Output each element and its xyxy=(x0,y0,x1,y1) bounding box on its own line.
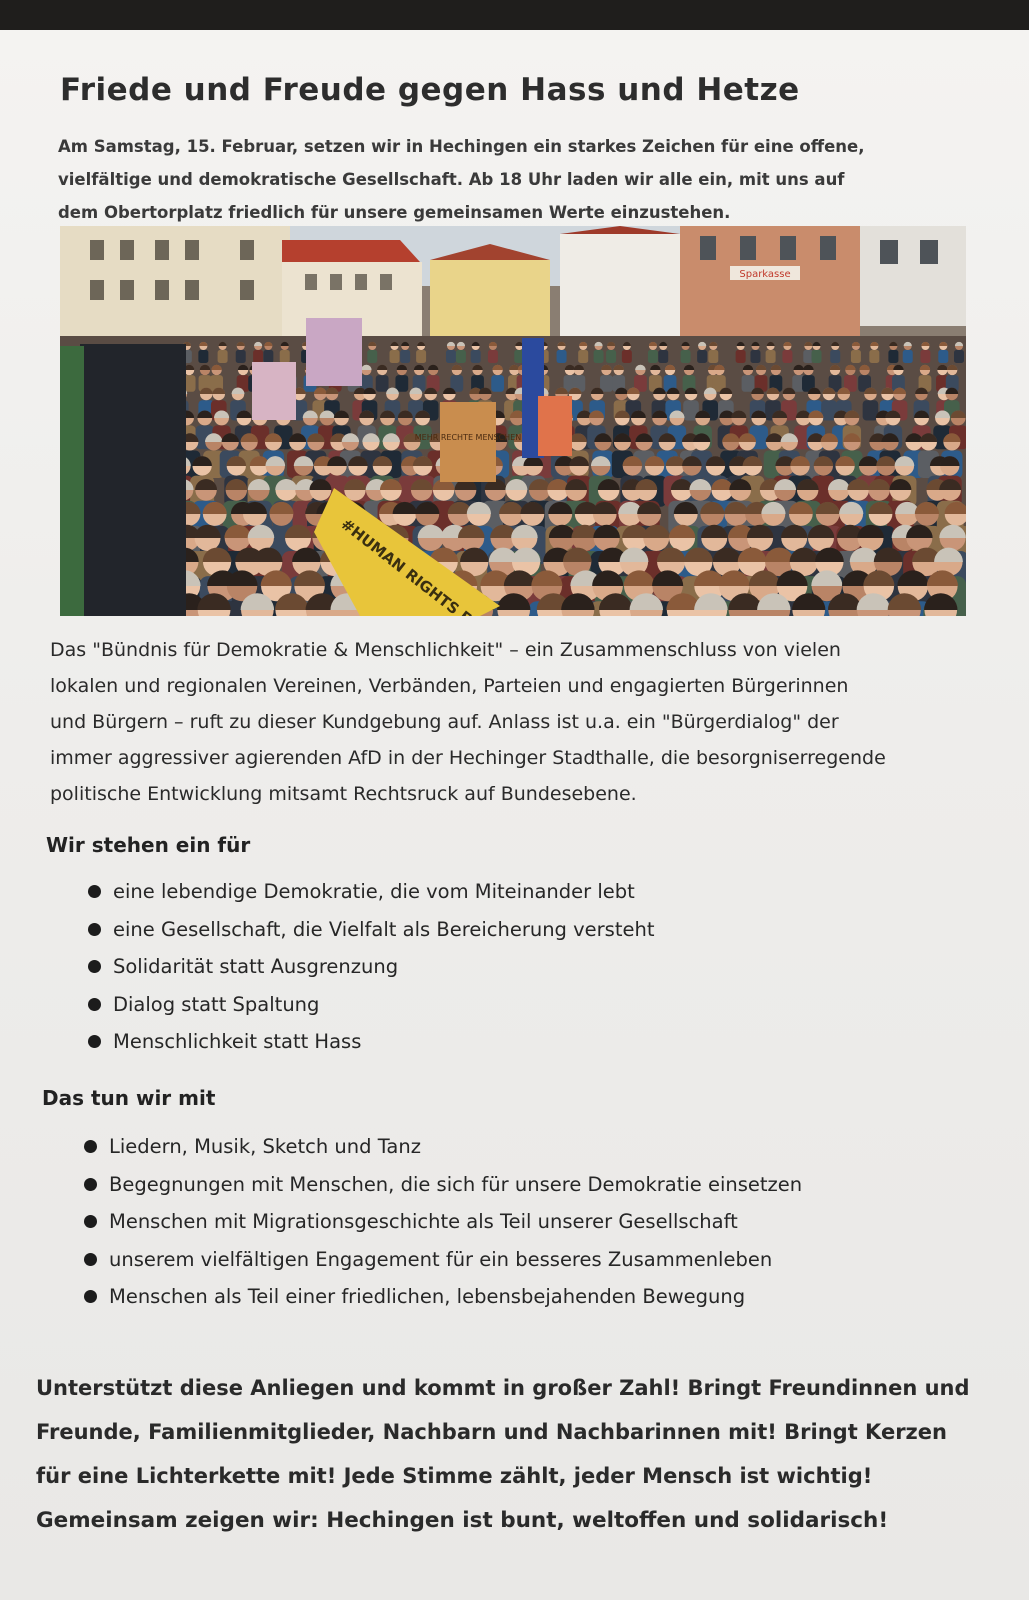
crowd-person-body xyxy=(736,350,746,363)
crowd-person-body xyxy=(390,350,400,363)
flyer-page xyxy=(0,30,1029,1600)
crowd-person-body xyxy=(416,350,426,363)
crowd-person-body xyxy=(236,350,246,363)
list-item: eine Gesellschaft, die Vielfalt als Bereicherung versteht xyxy=(88,911,655,949)
crowd-person-body xyxy=(280,350,290,363)
crowd-person-body xyxy=(456,350,466,363)
body-line: immer aggressiver agierenden AfD in der Hechinger Stadthalle, die besorgniserregende xyxy=(50,747,886,769)
closing-line: für eine Lichterkette mit! Jede Stimme zählt, jeder Mensch ist wichtig! xyxy=(36,1464,873,1488)
closing-line: Freunde, Familienmitglieder, Nachbarn und Nachbarinnen mit! Bringt Kerzen xyxy=(36,1420,947,1444)
crowd-person-body xyxy=(578,350,588,363)
closing-appeal xyxy=(36,1366,1006,1498)
crowd-person-body xyxy=(750,350,760,363)
body-line: politische Entwicklung mitsamt Rechtsruck auf Bundesebene. xyxy=(50,783,637,805)
crowd-person-body xyxy=(888,350,898,363)
intro-line: dem Obertorplatz friedlich für unsere gemeinsamen Werte einzustehen. xyxy=(58,203,731,222)
bullet-icon xyxy=(84,1290,97,1303)
bullet-icon xyxy=(88,923,101,936)
dark-top-edge xyxy=(0,0,1029,34)
crowd-person-body xyxy=(446,350,456,363)
crowd-person-body xyxy=(395,375,408,392)
demonstration-photo xyxy=(60,226,966,616)
bullet-icon xyxy=(84,1253,97,1266)
crowd-person-body xyxy=(830,350,840,363)
crowd-person-body xyxy=(708,350,718,363)
crowd-person-body xyxy=(263,350,273,363)
crowd-person-body xyxy=(812,350,822,363)
list-item: Menschen mit Migrationsgeschichte als Teil unserer Gesellschaft xyxy=(84,1203,802,1241)
crowd-illustration xyxy=(60,226,966,616)
body-line: lokalen und regionalen Vereinen, Verbänden, Parteien und engagierten Bürgerinnen xyxy=(50,675,849,697)
list-item: Menschen als Teil einer friedlichen, lebensbejahenden Bewegung xyxy=(84,1278,802,1316)
body-paragraph xyxy=(50,632,1000,812)
body-line: Das "Bündnis für Demokratie & Menschlichkeit" – ein Zusammenschluss von vielen xyxy=(50,639,841,661)
crowd-person-body xyxy=(920,350,930,363)
crowd-person-body xyxy=(218,350,228,363)
list-item: Menschlichkeit statt Hass xyxy=(88,1023,655,1061)
intro-line: Am Samstag, 15. Februar, setzen wir in Hechingen ein starkes Zeichen für eine offene, xyxy=(58,137,865,156)
crowd-person-body xyxy=(851,350,861,363)
crowd-person-body xyxy=(488,350,498,363)
bullet-icon xyxy=(88,998,101,1011)
crowd-person-body xyxy=(681,350,691,363)
final-statement: Gemeinsam zeigen wir: Hechingen ist bunt, weltoffen und solidarisch! xyxy=(36,1508,889,1533)
bullet-icon xyxy=(88,960,101,973)
crowd-person-body xyxy=(622,350,632,363)
crowd-person-body xyxy=(903,350,913,363)
bullet-icon xyxy=(88,885,101,898)
list-item: eine lebendige Demokratie, die vom Miteinander lebt xyxy=(88,873,655,911)
crowd-person-body xyxy=(400,350,410,363)
flyer-title: Friede und Freude gegen Hass und Hetze xyxy=(60,72,800,108)
intro-line: vielfältige und demokratische Gesellschaft. Ab 18 Uhr laden wir alle ein, mit uns auf xyxy=(58,170,845,189)
protest-sign-text: MEHR RECHTE MENSCHEN xyxy=(414,433,522,442)
crowd-person-body xyxy=(471,350,481,363)
crowd-person-body xyxy=(938,350,948,363)
crowd-person-body xyxy=(954,350,964,363)
crowd-person-body xyxy=(648,350,658,363)
crowd-person-body xyxy=(742,375,755,392)
crowd-person-body xyxy=(491,375,504,392)
body-line: und Bürgern – ruft zu dieser Kundgebung auf. Anlass ist u.a. ein "Bürgerdialog" der xyxy=(50,711,839,733)
crowd-person-body xyxy=(594,350,604,363)
crowd-person-body xyxy=(376,375,389,392)
bullet-icon xyxy=(84,1215,97,1228)
bullet-icon xyxy=(88,1035,101,1048)
bullet-icon xyxy=(84,1140,97,1153)
list-item: Solidarität statt Ausgrenzung xyxy=(88,948,655,986)
crowd-person-body xyxy=(766,350,776,363)
crowd-person-body xyxy=(198,350,208,363)
activities-list xyxy=(84,1128,802,1316)
shop-sign-text: Sparkasse xyxy=(739,269,791,280)
list-item: Liedern, Musik, Sketch und Tanz xyxy=(84,1128,802,1166)
section-heading-activities: Das tun wir mit xyxy=(42,1086,216,1110)
section-heading-values: Wir stehen ein für xyxy=(46,833,251,857)
crowd-person-body xyxy=(253,350,263,363)
crowd-person-body xyxy=(606,350,616,363)
closing-line: Unterstützt diese Anliegen und kommt in großer Zahl! Bringt Freundinnen und xyxy=(36,1376,970,1400)
intro-paragraph xyxy=(58,130,958,229)
bullet-icon xyxy=(84,1178,97,1191)
crowd-person-body xyxy=(557,350,567,363)
crowd-person-body xyxy=(658,350,668,363)
list-item: Dialog statt Spaltung xyxy=(88,986,655,1024)
list-item: unserem vielfältigen Engagement für ein besseres Zusammenleben xyxy=(84,1241,802,1279)
crowd-person-body xyxy=(367,350,377,363)
crowd-person-body xyxy=(600,375,613,392)
values-list xyxy=(88,873,655,1061)
crowd-person-body xyxy=(697,350,707,363)
crowd-person-body xyxy=(782,350,792,363)
list-item: Begegnungen mit Menschen, die sich für unsere Demokratie einsetzen xyxy=(84,1166,802,1204)
crowd-person-body xyxy=(869,350,879,363)
